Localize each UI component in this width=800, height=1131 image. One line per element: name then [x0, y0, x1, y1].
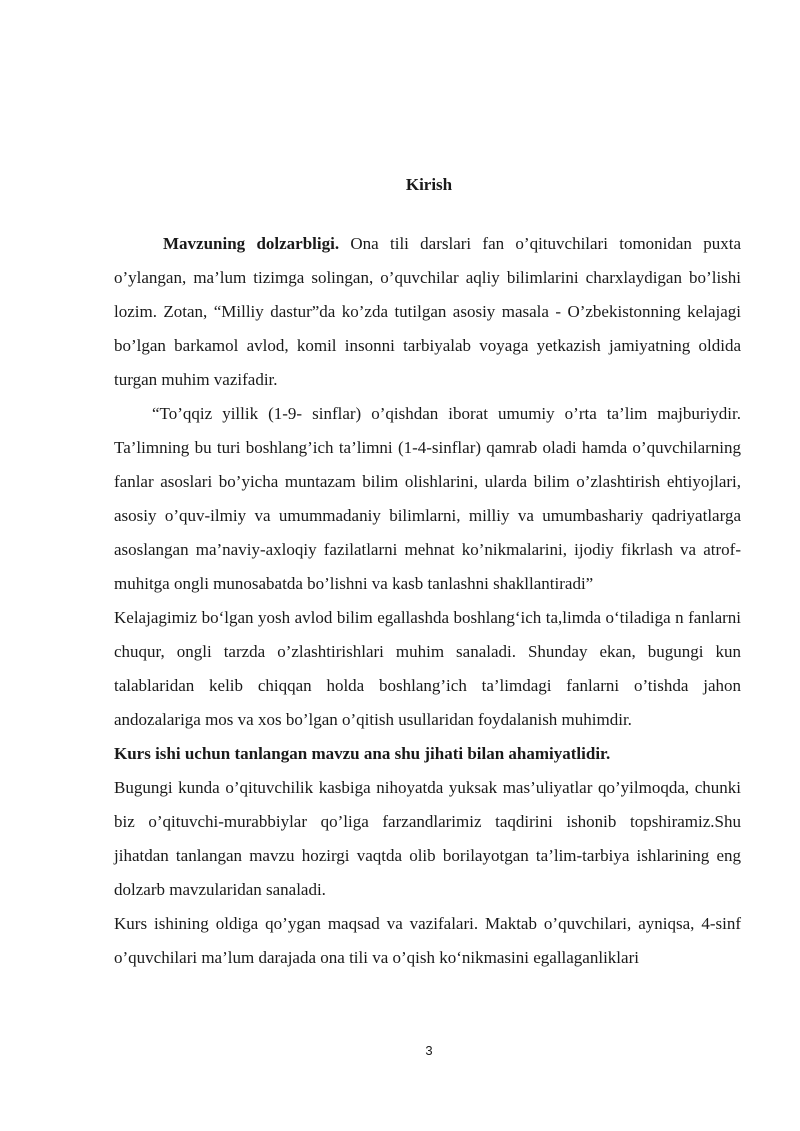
paragraph-relevance	[114, 227, 741, 397]
paragraph-importance: Kurs ishi uchun tanlangan mavzu ana shu jihati bilan ahamiyatlidir.	[114, 744, 611, 763]
page-number: 3	[425, 1043, 433, 1058]
paragraph-future: Kelajagimiz bo‘lgan yosh avlod bilim egallashda boshlang‘ich ta,limda o‘tiladiga n fanlarni chuqur, ongli tarzda o’zlashtirishlari muhim sanaladi. Shunday ekan, bugungi kun talablaridan kelib chiqqan holda boshlang’ich ta’limdagi fanlarni o’tishda jahon andozalariga mos va xos bo’lgan o’qitish usullaridan foydalanish muhimdir.	[114, 608, 741, 729]
section-heading: Kirish	[405, 175, 453, 194]
paragraph-goals: Kurs ishining oldiga qo’ygan maqsad va vazifalari. Maktab o’quvchilari, ayniqsa, 4-sinf o’quvchilari ma’lum darajada ona tili va o’qish ko‘nikmasini egallaganliklari	[114, 914, 741, 967]
paragraph-lead: Mavzuning dolzarbligi.	[163, 234, 340, 253]
paragraph-text: Ona tili darslari fan o’qituvchilari tomonidan puxta o’ylangan, ma’lum tizimga solingan, o’quvchilar aqliy bilimlarini charxlaydigan bo’lishi lozim. Zotan, “Milliy dastur”da ko’zda tutilgan asosiy masala - O’zbekistonning kelajagi bo’lgan barkamol avlod, komil insonni tarbiyalab voyaga yetkazish jamiyatning oldida turgan muhim vazifadir.	[114, 234, 741, 389]
paragraph-teacher: Bugungi kunda o’qituvchilik kasbiga nihoyatda yuksak mas’uliyatlar qo’yilmoqda, chunki biz o’qituvchi-murabbiylar qo’liga farzandlarimiz taqdirini ishonib topshiramiz.Shu jihatdan tanlangan mavzu hozirgi vaqtda olib borilayotgan ta’lim-tarbiya ishlarining eng dolzarb mavzularidan sanaladi.	[114, 778, 741, 899]
paragraph-quote: “To’qqiz yillik (1-9- sinflar) o’qishdan iborat umumiy o’rta ta’lim majburiydir. Ta’limning bu turi boshlang’ich ta’limni (1-4-sinflar) qamrab oladi hamda o’quvchilarning fanlar asoslari bo’yicha muntazam bilim olishlarini, ularda bilim o’zlashtirish ehtiyojlari, asosiy o’quv-ilmiy va umummadaniy bilimlarni, milliy va umumbashariy qadriyatlarga asoslangan ma’naviy-axloqiy fazilatlarni mehnat ko’nikmalarini, ijodiy fikrlash va atrof-muhitga ongli munosabatda bo’lishni va kasb tanlashni shakllantiradi”	[114, 404, 741, 593]
body-text	[114, 227, 741, 975]
